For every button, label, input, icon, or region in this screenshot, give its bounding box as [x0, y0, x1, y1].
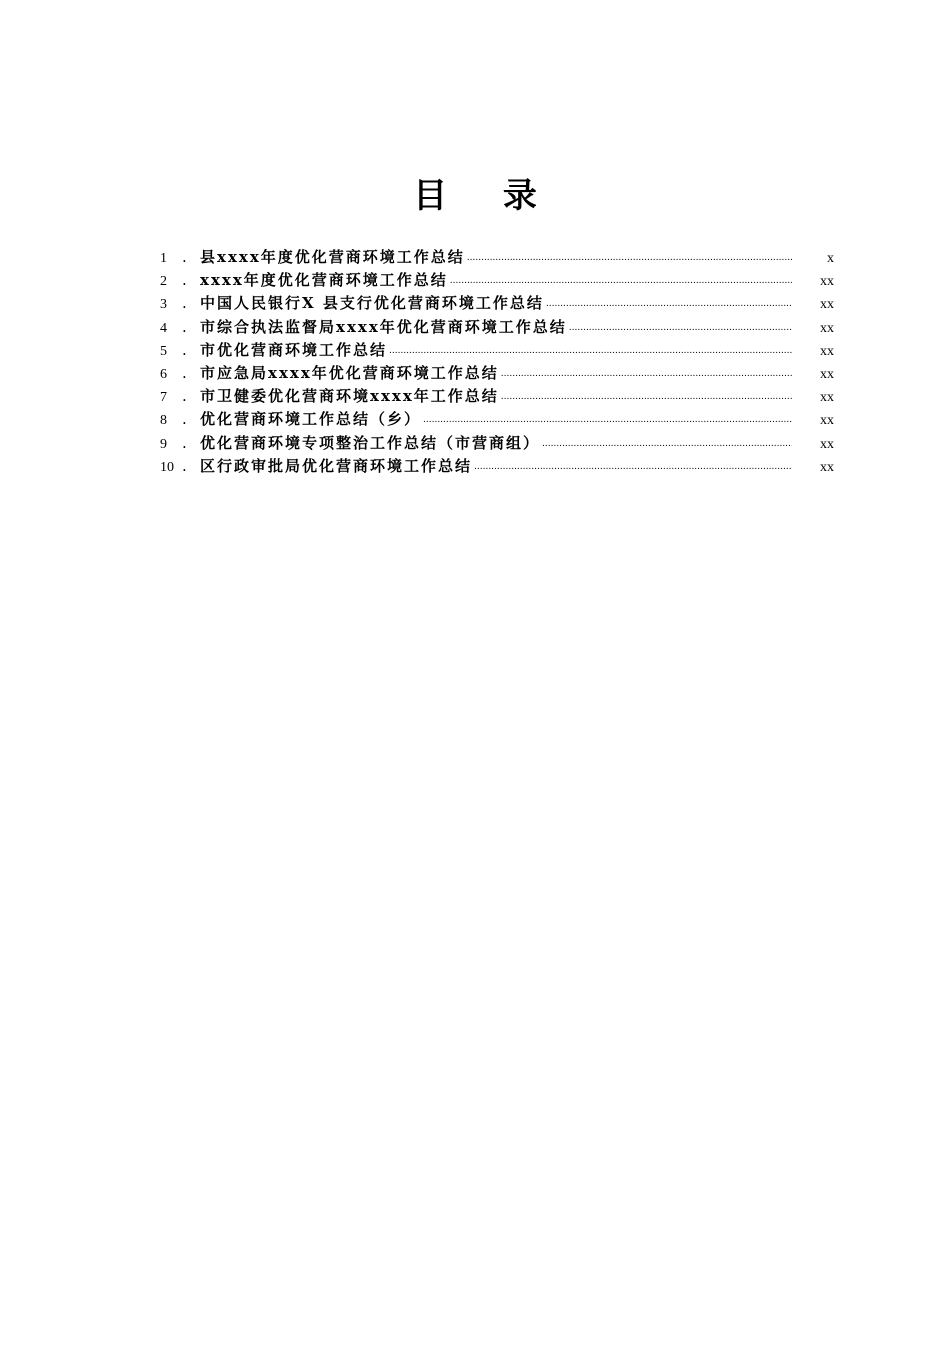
toc-entry-title: 市优化营商环境工作总结 [200, 340, 388, 359]
toc-entry-title: 优化营商环境专项整治工作总结（市营商组） [200, 433, 541, 452]
dot-leader [501, 363, 792, 386]
toc-entry-number: 6 [160, 366, 167, 382]
toc-entry-separator: . [182, 410, 187, 429]
toc-entry-separator: . [182, 248, 187, 266]
toc-entry[interactable] [160, 385, 834, 408]
toc-entry-separator: . [182, 433, 187, 452]
toc-entry-title: 市综合执法监督局xxxx年优化营商环境工作总结 [200, 317, 567, 336]
toc-entry-title: xxxx年度优化营商环境工作总结 [200, 271, 448, 290]
toc-entry-separator: . [182, 271, 187, 290]
toc-entry-page: xx [820, 436, 834, 452]
dot-leader [569, 317, 792, 340]
dot-leader [389, 340, 792, 363]
toc-entry-title: 市卫健委优化营商环境xxxx年工作总结 [200, 387, 499, 406]
toc-entry-separator: . [182, 317, 187, 336]
dot-leader [546, 293, 792, 316]
toc-entry-number: 4 [160, 320, 167, 336]
toc-entry-page: xx [820, 297, 834, 313]
toc-entry-page: xx [820, 390, 834, 406]
toc-entry-page: xx [820, 413, 834, 429]
toc-entry-page: xx [820, 366, 834, 382]
toc-entry[interactable] [160, 362, 834, 385]
toc-entry-title: 市应急局xxxx年优化营商环境工作总结 [200, 363, 499, 382]
dot-leader [467, 247, 792, 270]
toc-entry[interactable] [160, 246, 834, 269]
toc-entry-number: 8 [160, 413, 167, 429]
toc-entry-page: xx [820, 320, 834, 336]
toc-entry-title: 中国人民银行X 县支行优化营商环境工作总结 [200, 294, 544, 313]
toc-entry-number: 2 [160, 274, 167, 290]
dot-leader [450, 270, 792, 293]
toc-entry-number: 5 [160, 343, 167, 359]
toc-entry-title: 区行政审批局优化营商环境工作总结 [200, 456, 473, 475]
dot-leader [423, 409, 792, 432]
toc-entry[interactable] [160, 269, 834, 292]
toc-entry-separator: . [182, 363, 187, 382]
table-of-contents [160, 246, 834, 478]
dot-leader [501, 386, 792, 409]
toc-entry-separator: . [182, 456, 187, 475]
toc-entry-separator: . [182, 387, 187, 406]
toc-entry[interactable] [160, 408, 834, 431]
toc-entry[interactable] [160, 292, 834, 315]
toc-entry-page: xx [820, 343, 834, 359]
toc-entry-number: 9 [160, 436, 167, 452]
toc-entry-title: 优化营商环境工作总结（乡） [200, 410, 422, 429]
toc-entry-number: 10 [160, 459, 174, 475]
toc-entry-page: xx [820, 459, 834, 475]
toc-entry[interactable] [160, 339, 834, 362]
dot-leader [542, 433, 792, 456]
toc-entry-number: 7 [160, 390, 167, 406]
page-title: 目 录 [413, 176, 559, 216]
toc-entry[interactable] [160, 432, 834, 455]
toc-entry-number: 1 [160, 251, 167, 266]
toc-entry-separator: . [182, 294, 187, 313]
toc-entry-title: 县xxxx年度优化营商环境工作总结 [200, 248, 465, 266]
toc-entry-page: x [827, 251, 834, 266]
toc-entry-number: 3 [160, 297, 167, 313]
toc-entry[interactable] [160, 455, 834, 478]
toc-entry-page: xx [820, 274, 834, 290]
dot-leader [474, 456, 792, 479]
toc-entry[interactable] [160, 316, 834, 339]
toc-entry-separator: . [182, 340, 187, 359]
